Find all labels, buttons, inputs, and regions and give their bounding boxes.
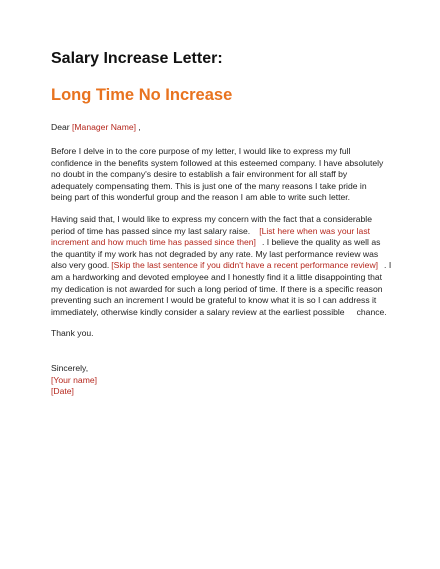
paragraph-line <box>51 237 396 249</box>
greeting-prefix: Dear <box>51 122 73 132</box>
paragraph-text: . I <box>384 260 392 271</box>
document-subtitle: Long Time No Increase <box>51 86 233 104</box>
performance-review-placeholder: [Skip the last sentence if you didn't have a recent performance review] <box>111 260 379 271</box>
paragraph-text: period of time has passed since my last salary raise. <box>51 225 251 236</box>
manager-name-placeholder: [Manager Name] <box>72 122 137 132</box>
last-raise-placeholder: [List here when was your last <box>259 225 371 236</box>
paragraph-text: immediately, otherwise kindly consider a salary review at the earliest possible <box>51 306 345 317</box>
paragraph-line <box>51 226 396 238</box>
paragraph-line: am a hardworking and devoted employee and I honestly find it a little disappointing that <box>51 271 383 282</box>
closing-line: Sincerely, <box>51 363 89 373</box>
paragraph-line: Having said that, I would like to express my concern with the fact that a considerable <box>51 214 372 224</box>
paragraph-text: chance. <box>356 306 387 317</box>
paragraph-confidence <box>51 146 396 204</box>
paragraph-line: being part of this wonderful group and the reason I am able to write such letter. <box>51 192 351 203</box>
thanks-line: Thank you. <box>51 328 94 338</box>
greeting <box>51 122 396 134</box>
date-placeholder: [Date] <box>51 386 74 396</box>
paragraph-line <box>51 260 396 272</box>
paragraph-text: . I believe the quality as well as <box>261 237 381 248</box>
document-title: Salary Increase Letter: <box>51 50 223 67</box>
paragraph-concern <box>51 214 396 318</box>
paragraph-line: preventing such an increment I would be grateful to know what it is so I can address it <box>51 295 377 306</box>
paragraph-line: the quantity if my work has not degraded by any rate. My last performance review was <box>51 248 379 259</box>
time-passed-placeholder: increment and how much time has passed since then] <box>51 237 256 248</box>
paragraph-line: no doubt in the company's desire to establish a fair environment for all staff by <box>51 169 348 180</box>
paragraph-line <box>51 307 396 319</box>
paragraph-text: also very good. <box>51 260 110 271</box>
paragraph-line: my dedication is not awarded for such a long period of time. If there is a specific reason <box>51 283 383 294</box>
paragraph-line: adequately compensating them. This is just one of the many reasons I take pride in <box>51 180 367 191</box>
paragraph-line: confidence in the benefits system followed at this esteemed company. I have absolutely <box>51 157 384 168</box>
paragraph-line: Before I delve in to the core purpose of my letter, I would like to express my full <box>51 146 351 156</box>
greeting-suffix: , <box>136 122 141 132</box>
your-name-placeholder: [Your name] <box>51 375 98 385</box>
